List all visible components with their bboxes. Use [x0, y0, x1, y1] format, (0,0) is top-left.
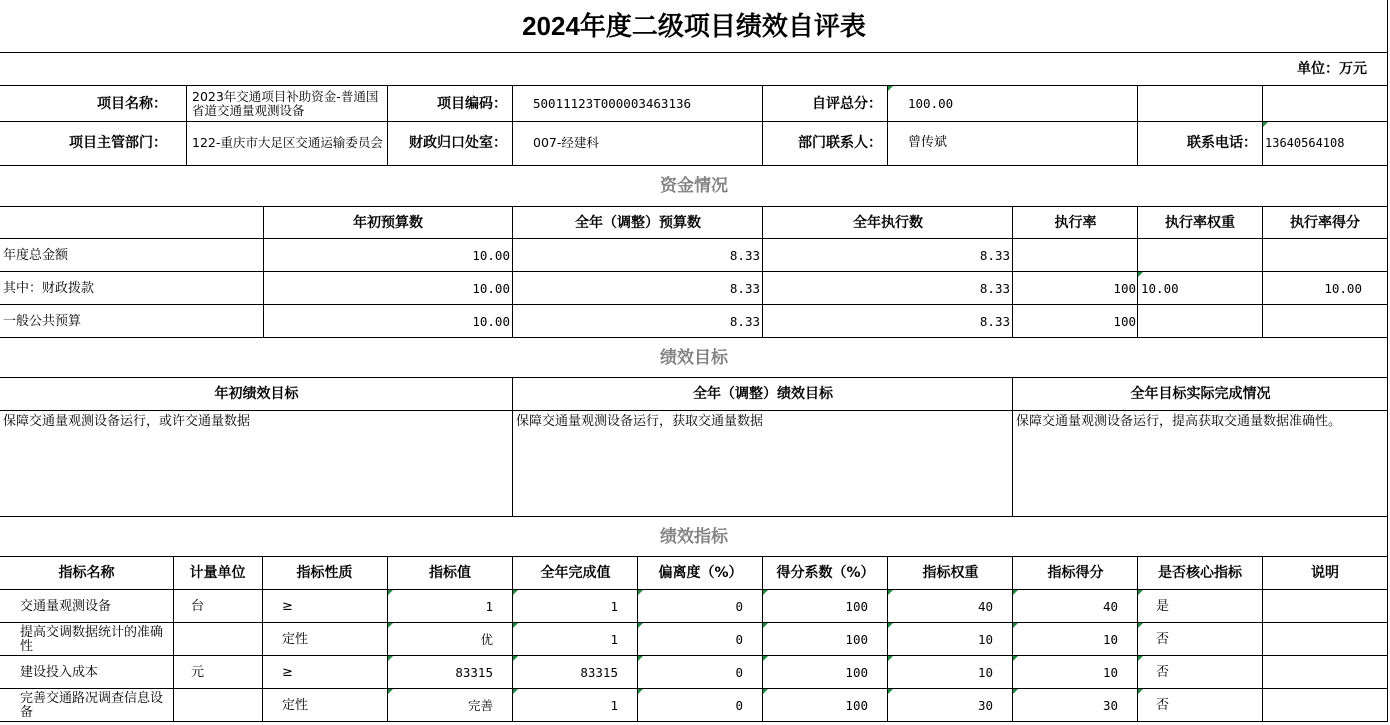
cell-note-marker-icon [513, 590, 518, 595]
cell-note-marker-icon [1013, 623, 1018, 628]
indicator-header-coef: 得分系数（%） [776, 565, 875, 581]
indicator-cell-name[interactable]: 建设投入成本 [20, 664, 99, 680]
grid-line [1262, 206, 1263, 337]
indicator-header-score: 指标得分 [1047, 565, 1104, 581]
contact-label: 部门联系人： [798, 135, 882, 151]
indicator-header-weight: 指标权重 [922, 565, 979, 581]
cell-note-marker-icon [513, 656, 518, 661]
indicator-cell-done[interactable]: 1 [610, 631, 618, 647]
unit-label: 单位：万元 [1297, 61, 1367, 77]
finance-value[interactable]: 007-经建科 [533, 135, 599, 150]
grid-line [0, 337, 1388, 338]
finance-label: 财政归口处室： [409, 135, 507, 151]
grid-line [0, 516, 1388, 517]
cell-note-marker-icon [1138, 590, 1143, 595]
indicator-cell-target[interactable]: 1 [485, 598, 493, 614]
goals-header-adjusted: 全年（调整）绩效目标 [693, 386, 833, 402]
funds-cell-weight[interactable] [1138, 305, 1262, 338]
grid-line [512, 85, 513, 165]
grid-line [512, 377, 513, 516]
indicator-cell-done[interactable]: 1 [610, 697, 618, 713]
indicator-header-deviation: 偏离度（%） [658, 565, 743, 581]
indicator-cell-coef[interactable]: 100 [845, 664, 868, 680]
grid-line [1012, 377, 1013, 516]
cell-note-marker-icon [763, 689, 768, 694]
grid-line [0, 206, 1388, 207]
grid-line [0, 688, 1388, 689]
cell-note-marker-icon [1013, 590, 1018, 595]
cell-note-marker-icon [1013, 689, 1018, 694]
grid-line [512, 556, 513, 721]
dept-value[interactable]: 122-重庆市大足区交通运输委员会 [192, 135, 383, 150]
indicator-cell-score[interactable]: 10 [1102, 631, 1118, 647]
funds-cell-budget[interactable]: 10.00 [472, 280, 510, 296]
grid-line [387, 556, 388, 721]
goals-section-title: 绩效目标 [660, 348, 728, 368]
grid-line [0, 271, 1388, 272]
indicator-cell-score[interactable]: 40 [1102, 598, 1118, 614]
project-name-value[interactable]: 2023年交通项目补助资金-普通国省道交通量观测设备 [192, 88, 379, 118]
grid-line [1262, 556, 1263, 721]
funds-cell-score[interactable]: 10.00 [1324, 280, 1362, 296]
cell-note-marker-icon [1013, 656, 1018, 661]
total-score-value[interactable]: 100.00 [908, 95, 954, 111]
funds-cell-score[interactable] [1262, 305, 1386, 338]
cell-note-marker-icon [888, 656, 893, 661]
grid-line [637, 556, 638, 721]
grid-line [762, 85, 763, 165]
indicator-cell-score[interactable]: 10 [1102, 664, 1118, 680]
indicator-cell-target[interactable]: 83315 [455, 664, 493, 680]
cell-note-marker-icon [888, 623, 893, 628]
cell-note-marker-icon [638, 689, 643, 694]
indicator-cell-score[interactable]: 30 [1102, 697, 1118, 713]
cell-note-marker-icon [1138, 689, 1143, 694]
grid-line [887, 556, 888, 721]
funds-row-label: 一般公共预算 [3, 313, 82, 329]
grid-line [762, 556, 763, 721]
project-name-label: 项目名称： [97, 95, 167, 112]
grid-line [1012, 206, 1013, 337]
grid-line [0, 238, 1388, 239]
indicator-cell-unit[interactable]: 台 [191, 598, 205, 614]
grid-line [1137, 556, 1138, 721]
indicator-cell-coef[interactable]: 100 [845, 631, 868, 647]
indicator-cell-core[interactable]: 否 [1156, 664, 1170, 680]
total-score-label: 自评总分： [812, 95, 882, 112]
grid-line [0, 410, 1388, 411]
indicator-cell-nature[interactable]: ≥ [282, 664, 293, 680]
funds-cell-rate[interactable] [1013, 239, 1138, 272]
indicator-cell-unit[interactable]: 元 [191, 664, 205, 680]
cell-note-marker-icon [763, 656, 768, 661]
indicator-cell-note[interactable] [1262, 623, 1388, 656]
grid-line [262, 556, 263, 721]
grid-line [0, 165, 1388, 166]
grid-line [1137, 85, 1138, 165]
grid-line [0, 85, 1388, 86]
dept-label: 项目主管部门： [69, 135, 167, 151]
grid-line [0, 556, 1388, 557]
indicator-cell-done[interactable]: 83315 [580, 664, 618, 680]
funds-header-adjusted: 全年（调整）预算数 [575, 214, 701, 231]
indicator-cell-deviation[interactable]: 0 [735, 631, 743, 647]
cell-note-marker-icon [513, 689, 518, 694]
goal-adjusted-text[interactable]: 保障交通量观测设备运行，获取交通量数据 [516, 414, 764, 429]
funds-cell-budget[interactable]: 10.00 [472, 313, 510, 329]
indicator-header-done: 全年完成值 [540, 565, 611, 581]
grid-line [0, 589, 1388, 590]
grid-line [186, 85, 187, 165]
indicator-cell-core[interactable]: 否 [1156, 631, 1170, 647]
indicator-cell-note[interactable] [1262, 590, 1388, 623]
indicator-cell-weight[interactable]: 40 [977, 598, 993, 614]
cell-note-marker-icon [1138, 656, 1143, 661]
grid-line [173, 556, 174, 721]
grid-line [263, 206, 264, 337]
cell-note-marker-icon [388, 656, 393, 661]
grid-line [762, 206, 763, 337]
funds-cell-adjusted[interactable]: 8.33 [729, 313, 760, 329]
indicator-cell-unit[interactable] [173, 689, 262, 722]
indicator-cell-note[interactable] [1262, 689, 1388, 722]
indicator-cell-deviation[interactable]: 0 [735, 697, 743, 713]
funds-header-executed: 全年执行数 [853, 214, 923, 231]
contact-value[interactable]: 曾传斌 [908, 135, 948, 150]
grid-line [0, 622, 1388, 623]
funds-cell-adjusted[interactable]: 8.33 [729, 247, 760, 263]
indicator-cell-note[interactable] [1262, 656, 1388, 689]
goal-actual-text[interactable]: 保障交通量观测设备运行，提高获取交通量数据准确性。 [1016, 414, 1342, 429]
indicator-header-name: 指标名称 [58, 565, 115, 581]
funds-cell-executed[interactable]: 8.33 [979, 247, 1010, 263]
funds-row-label: 其中：财政拨款 [3, 280, 95, 296]
indicator-header-core: 是否核心指标 [1158, 565, 1242, 581]
indicator-cell-nature[interactable]: ≥ [282, 598, 293, 614]
indicator-cell-coef[interactable]: 100 [845, 697, 868, 713]
cell-note-marker-icon [763, 623, 768, 628]
cell-note-marker-icon [513, 623, 518, 628]
funds-cell-executed[interactable]: 8.33 [979, 313, 1010, 329]
cell-note-marker-icon [888, 689, 893, 694]
cell-note-marker-icon [763, 590, 768, 595]
indicator-cell-core[interactable]: 否 [1156, 697, 1170, 713]
cell-note-marker-icon [388, 689, 393, 694]
funds-cell-rate[interactable]: 100 [1113, 313, 1136, 329]
goals-header-initial: 年初绩效目标 [214, 386, 299, 402]
indicator-cell-target[interactable]: 优 [480, 631, 493, 647]
cell-note-marker-icon [388, 623, 393, 628]
indicator-cell-name[interactable]: 提高交调数据统计的准确性 [20, 624, 164, 654]
indicator-cell-nature[interactable]: 定性 [282, 631, 309, 647]
phone-value[interactable]: 13640564108 [1265, 136, 1345, 150]
grid-line [0, 377, 1388, 378]
cell-note-marker-icon [1263, 122, 1268, 127]
indicator-header-nature: 指标性质 [296, 565, 353, 581]
indicator-cell-deviation[interactable]: 0 [735, 664, 743, 680]
indicator-cell-name[interactable]: 交通量观测设备 [20, 598, 112, 614]
cell-note-marker-icon [888, 86, 893, 91]
indicator-cell-name[interactable]: 完善交通路况调查信息设备 [20, 690, 164, 720]
cell-note-marker-icon [638, 623, 643, 628]
funds-cell-budget[interactable]: 10.00 [472, 247, 510, 263]
phone-label: 联系电话： [1187, 135, 1257, 151]
funds-section-title: 资金情况 [660, 176, 728, 196]
project-code-value[interactable]: 50011123T000003463136 [533, 95, 692, 111]
grid-line [1387, 0, 1388, 722]
funds-header-budget: 年初预算数 [353, 214, 423, 231]
indicator-header-unit: 计量单位 [189, 565, 246, 581]
indicator-header-note: 说明 [1311, 565, 1339, 581]
indicator-cell-weight[interactable]: 10 [977, 664, 993, 680]
funds-header-score: 执行率得分 [1290, 214, 1360, 231]
funds-cell-weight[interactable]: 10.00 [1141, 280, 1179, 296]
grid-line [1012, 556, 1013, 721]
funds-cell-weight[interactable] [1138, 239, 1262, 272]
indicator-cell-coef[interactable]: 100 [845, 598, 868, 614]
indicator-cell-deviation[interactable]: 0 [735, 598, 743, 614]
funds-cell-score[interactable] [1262, 239, 1386, 272]
grid-line [0, 721, 1388, 722]
indicator-cell-target[interactable]: 完善 [467, 697, 493, 713]
funds-cell-rate[interactable]: 100 [1113, 280, 1136, 296]
page-title: 2024年度二级项目绩效自评表 [522, 11, 866, 41]
cell-note-marker-icon [1138, 623, 1143, 628]
indicator-header-target: 指标值 [429, 565, 471, 581]
indicator-cell-unit[interactable] [173, 623, 262, 656]
grid-line [512, 206, 513, 337]
goals-header-actual: 全年目标实际完成情况 [1130, 386, 1271, 402]
indicator-cell-weight[interactable]: 30 [977, 697, 993, 713]
funds-cell-adjusted[interactable]: 8.33 [729, 280, 760, 296]
cell-note-marker-icon [638, 656, 643, 661]
indicator-cell-weight[interactable]: 10 [977, 631, 993, 647]
cell-note-marker-icon [1138, 272, 1143, 277]
cell-note-marker-icon [888, 590, 893, 595]
funds-row-label: 年度总金额 [3, 247, 69, 263]
grid-line [0, 655, 1388, 656]
cell-note-marker-icon [638, 590, 643, 595]
goal-initial-text[interactable]: 保障交通量观测设备运行，或许交通量数据 [3, 414, 251, 429]
funds-header-weight: 执行率权重 [1165, 214, 1235, 231]
indicator-cell-nature[interactable]: 定性 [282, 697, 309, 713]
indicators-section-title: 绩效指标 [660, 527, 728, 547]
funds-header-rate: 执行率 [1054, 214, 1097, 231]
funds-cell-executed[interactable]: 8.33 [979, 280, 1010, 296]
grid-line [387, 85, 388, 165]
grid-line [887, 85, 888, 165]
grid-line [0, 304, 1388, 305]
cell-note-marker-icon [388, 590, 393, 595]
indicator-cell-done[interactable]: 1 [610, 598, 618, 614]
grid-line [0, 121, 1388, 122]
grid-line [0, 52, 1388, 53]
project-code-label: 项目编码： [437, 95, 507, 112]
indicator-cell-core[interactable]: 是 [1156, 598, 1170, 614]
